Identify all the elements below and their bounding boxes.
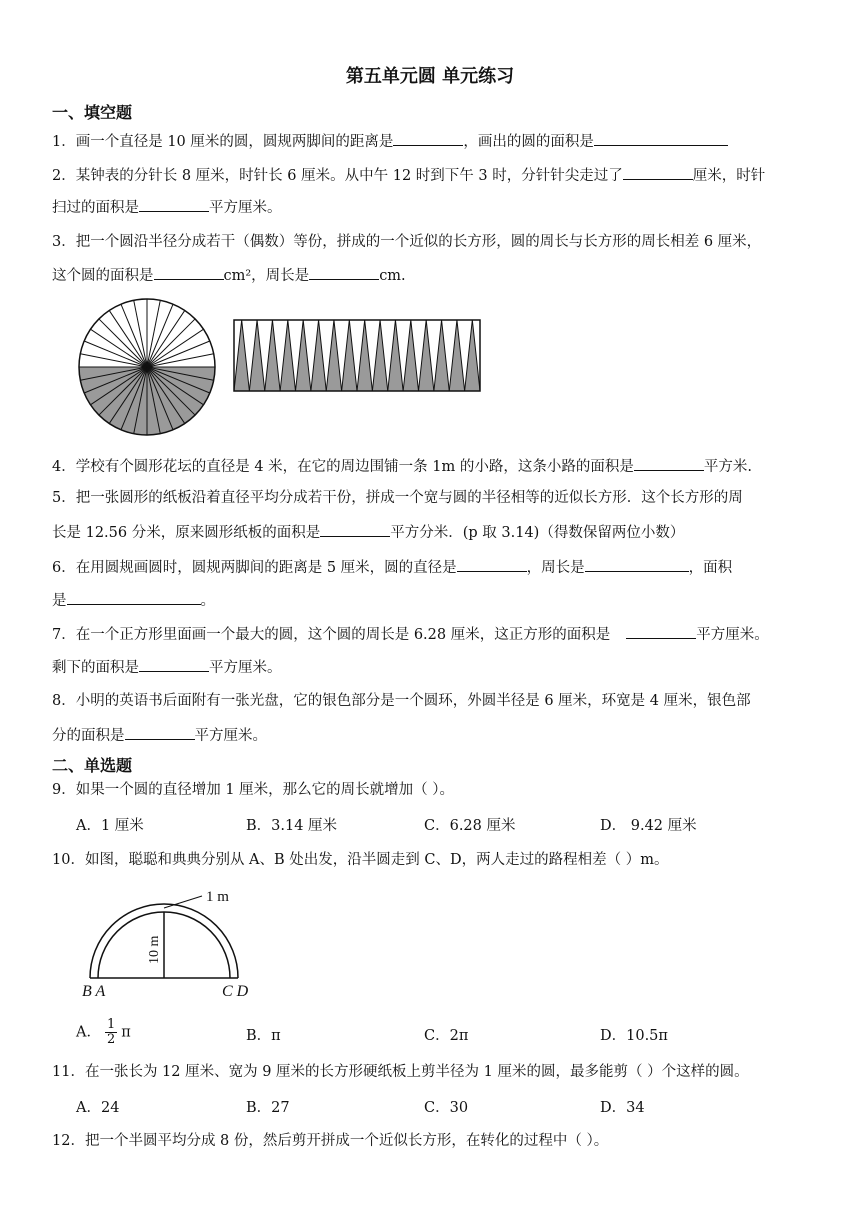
- shaded-sector-triangle: [449, 320, 464, 391]
- q9-option-d[interactable]: D． 9.42 厘米: [600, 818, 697, 834]
- shaded-sector-triangle: [342, 320, 357, 391]
- q9-option-c[interactable]: C．6.28 厘米: [424, 818, 516, 834]
- shaded-sector-triangle: [419, 320, 434, 391]
- question-3-line-2: [52, 264, 406, 286]
- question-3-line-1: [52, 232, 761, 252]
- q11-option-a[interactable]: A．24: [76, 1100, 120, 1116]
- q7-text-c: 剩下的面积是: [52, 660, 139, 676]
- question-10-options: [76, 1017, 836, 1056]
- q6-blank-2: [585, 556, 689, 572]
- q2-blank-2: [139, 196, 209, 212]
- q10-option-b[interactable]: B．π: [246, 1028, 281, 1044]
- question-1: [52, 130, 728, 152]
- shaded-sector-triangle: [326, 320, 341, 391]
- question-8-line-1: [52, 691, 751, 711]
- label-1m: 1 m: [206, 889, 229, 905]
- q3-text-d: cm.: [379, 268, 406, 284]
- q5-text-a: 5．把一张圆形的纸板沿着直径平均分成若干份，拼成一个宽与圆的半径相等的近似长方形．这个长方形的周: [52, 490, 743, 506]
- rectangle-sectors: [234, 320, 480, 391]
- section-single-choice: 二、单选题: [52, 756, 133, 775]
- q4-text-b: 平方米.: [703, 459, 752, 475]
- q7-text-b: 平方厘米。: [696, 627, 769, 643]
- question-7-line-2: [52, 656, 282, 678]
- question-9-options: [76, 814, 836, 834]
- shaded-sector-triangle: [249, 320, 264, 391]
- q3-text-b: 这个圆的面积是: [52, 268, 154, 284]
- q10-option-a-prefix: A．: [76, 1024, 101, 1041]
- q2-text-b: 厘米，时针: [692, 168, 766, 184]
- q6-blank-1: [457, 556, 527, 572]
- q6-text-e: 。: [200, 593, 215, 609]
- section-fill-in: 一、填空题: [52, 103, 133, 122]
- question-10: 10．如图，聪聪和典典分别从 A、B 处出发，沿半圆走到 C、D，两人走过的路程相差（ ）m。: [52, 852, 669, 868]
- question-12: 12．把一个半圆平均分成 8 份，然后剪开拼成一个近似长方形，在转化的过程中（ ）。: [52, 1133, 609, 1149]
- q3-text-a: 3．把一个圆沿半径分成若干（偶数）等份，拼成的一个近似的长方形，圆的周长与长方形的周长相差 6 厘米，: [52, 234, 762, 250]
- circle-radius-line: [147, 319, 195, 367]
- q9-option-b[interactable]: B．3.14 厘米: [246, 818, 338, 834]
- shaded-sector-triangle: [403, 320, 418, 391]
- q3-blank-1: [154, 264, 224, 280]
- q4-text-a: 4．学校有个圆形花坛的直径是 4 米，在它的周边围铺一条 1m 的小路，这条小路的面积是: [52, 459, 634, 475]
- q8-blank: [125, 724, 195, 740]
- q8-text-c: 平方厘米。: [194, 728, 267, 744]
- q8-text-a: 8．小明的英语书后面附有一张光盘，它的银色部分是一个圆环，外圆半径是 6 厘米，环宽是 4 厘米，银色部: [52, 693, 751, 709]
- question-5-line-2: [52, 521, 684, 543]
- q7-text-a: 7．在一个正方形里面画一个最大的圆，这个圆的周长是 6.28 厘米，这正方形的面积是: [52, 627, 611, 643]
- q1-blank-1: [393, 130, 463, 146]
- q6-text-b: ，周长是: [526, 560, 585, 576]
- label-b-a: B A: [82, 983, 106, 1000]
- q3-text-c: cm²，周长是: [223, 268, 310, 284]
- question-11-options: [76, 1096, 836, 1116]
- page-title: 第五单元圆 单元练习: [345, 66, 515, 87]
- q1-blank-2: [594, 130, 728, 146]
- q10-option-a-fraction: [105, 1018, 117, 1047]
- shaded-sector-triangle: [357, 320, 372, 391]
- q9-option-a[interactable]: A．1 厘米: [76, 818, 144, 834]
- fraction-denominator: 2: [106, 1032, 116, 1047]
- q10-option-d[interactable]: D．10.5π: [600, 1028, 668, 1044]
- shaded-sector-triangle: [234, 320, 249, 391]
- q6-text-a: 6．在用圆规画圆时，圆规两脚间的距离是 5 厘米，圆的直径是: [52, 560, 457, 576]
- q3-blank-2: [309, 264, 379, 280]
- shaded-sector-triangle: [372, 320, 387, 391]
- rearranged-rectangle-figure: [232, 318, 482, 394]
- q1-text-a: 1．画一个直径是 10 厘米的圆，圆规两脚间的距离是: [52, 134, 394, 150]
- question-2-line-2: [52, 196, 282, 218]
- question-5-line-1: [52, 488, 743, 508]
- divided-circle-figure: [76, 296, 218, 438]
- q6-text-d: 是: [52, 593, 67, 609]
- q10-option-a-pi: π: [121, 1024, 131, 1041]
- q2-blank-1: [623, 164, 693, 180]
- shaded-sector-triangle: [265, 320, 280, 391]
- semicircle-path-figure: [78, 884, 258, 1000]
- q11-option-c[interactable]: C．30: [424, 1100, 469, 1116]
- shaded-sector-triangle: [296, 320, 311, 391]
- q5-text-b: 长是 12.56 分米，原来圆形纸板的面积是: [52, 525, 321, 541]
- shaded-sector-triangle: [280, 320, 295, 391]
- q1-text-b: ，画出的圆的面积是: [463, 134, 594, 150]
- q8-text-b: 分的面积是: [52, 728, 125, 744]
- shaded-sector-triangle: [465, 320, 480, 391]
- fraction-numerator: 1: [106, 1017, 116, 1032]
- q6-text-c: ，面积: [688, 560, 733, 576]
- question-6-line-1: [52, 556, 732, 578]
- q10-option-c[interactable]: C．2π: [424, 1028, 469, 1044]
- question-8-line-2: [52, 724, 267, 746]
- q6-blank-3: [67, 589, 201, 605]
- q11-option-b[interactable]: B．27: [246, 1100, 290, 1116]
- q2-text-d: 平方厘米。: [209, 200, 282, 216]
- q5-blank: [320, 521, 390, 537]
- question-9: 9．如果一个圆的直径增加 1 厘米，那么它的周长就增加（ ）。: [52, 782, 455, 798]
- label-10m: 10 m: [147, 935, 162, 964]
- q2-text-a: 2．某钟表的分针长 8 厘米，时针长 6 厘米。从中午 12 时到下午 3 时，分针针尖走过了: [52, 168, 623, 184]
- question-2-line-1: [52, 164, 765, 186]
- shaded-sector-triangle: [434, 320, 449, 391]
- question-11: 11．在一张长为 12 厘米、宽为 9 厘米的长方形硬纸板上剪半径为 1 厘米的圆，最多能剪（ ）个这样的圆。: [52, 1064, 749, 1080]
- shaded-sector-triangle: [388, 320, 403, 391]
- label-c-d: C D: [222, 983, 249, 1000]
- q11-option-d[interactable]: D．34: [600, 1100, 645, 1116]
- question-6-line-2: [52, 589, 215, 611]
- question-4: [52, 455, 752, 477]
- q4-blank: [634, 455, 704, 471]
- q2-text-c: 扫过的面积是: [52, 200, 139, 216]
- q5-text-c: 平方分米．(p 取 3.14)（得数保留两位小数）: [390, 525, 685, 541]
- q7-blank-1: [626, 623, 696, 639]
- question-7-line-1: [52, 623, 769, 645]
- q7-text-d: 平方厘米。: [209, 660, 282, 676]
- q7-blank-2: [139, 656, 209, 672]
- circle-radius-line: [99, 319, 147, 367]
- q10-option-a[interactable]: [76, 1018, 131, 1047]
- shaded-sector-triangle: [311, 320, 326, 391]
